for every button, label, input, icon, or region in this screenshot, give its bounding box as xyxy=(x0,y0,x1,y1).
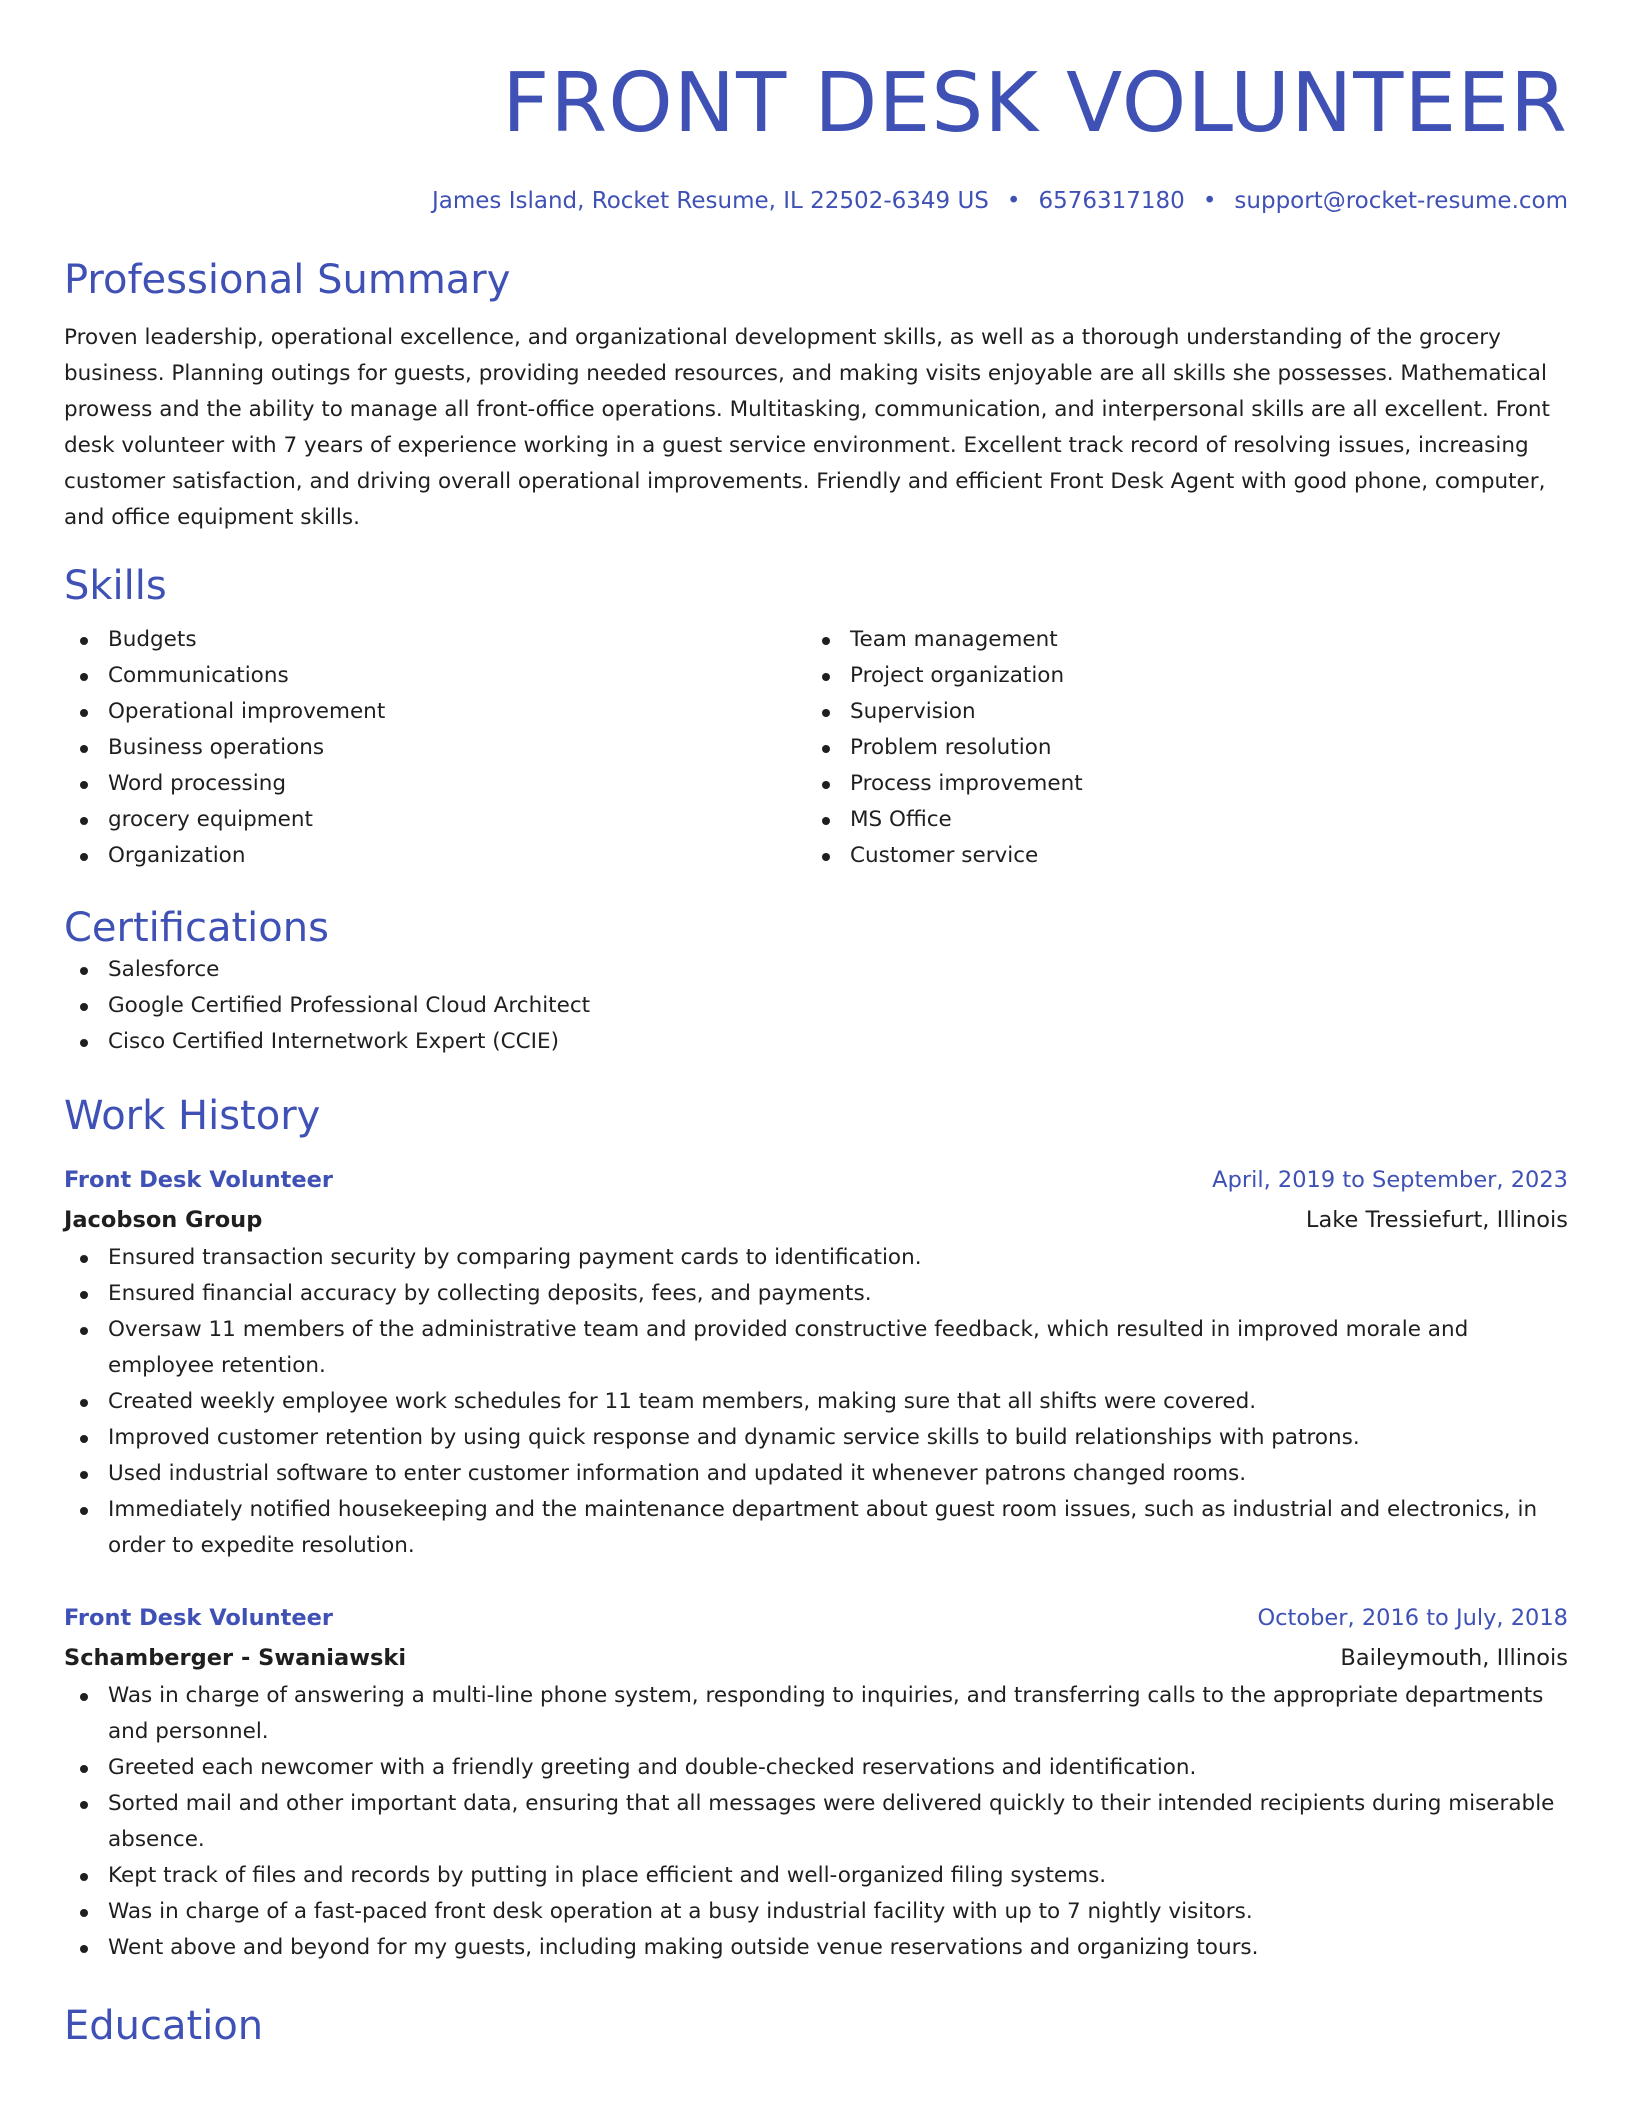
job-bullet-text: Improved customer retention by using quick response and dynamic service skills to build relationships with patrons. xyxy=(108,1425,1360,1450)
job-bullets xyxy=(64,1240,1568,1564)
skill-item-text: Organization xyxy=(108,843,246,868)
certification-item-text: Salesforce xyxy=(108,957,220,982)
job-bullet xyxy=(64,1492,1568,1564)
job-company-row xyxy=(64,1200,1568,1240)
skill-item-text: Budgets xyxy=(108,627,197,652)
bullet-dot-icon xyxy=(80,709,88,717)
bullet-dot-icon xyxy=(80,1873,88,1881)
bullet-dot-icon xyxy=(80,1399,88,1407)
job-bullet-text: Oversaw 11 members of the administrative team and provided constructive feedback, which resulted in improved morale and employee retention. xyxy=(108,1317,1469,1378)
skill-item-text: MS Office xyxy=(850,807,952,832)
job-header-row xyxy=(64,1160,1568,1200)
job-bullet xyxy=(64,1858,1568,1894)
summary-text: Proven leadership, operational excellence, and organizational development skills, as well as a thorough understanding of the grocery business. Planning outings for guests, providing needed resources, and making visits enjoyable are all skills she possesses. Mathematical prowess and the ability to manage all front-office operations. Multitasking, communication, and interpersonal skills are all excellent. Front desk volunteer with 7 years of experience working in a guest service environment. Excellent track record of resolving issues, increasing customer satisfaction, and driving overall operational improvements. Friendly and efficient Front Desk Agent with good phone, computer, and office equipment skills. xyxy=(64,325,1550,530)
job-bullet-text: Sorted mail and other important data, ensuring that all messages were delivered quickly to their intended recipients during miserable absence. xyxy=(108,1791,1555,1852)
job-bullet-text: Was in charge of answering a multi-line phone system, responding to inquiries, and transferring calls to the appropriate departments and personnel. xyxy=(108,1683,1544,1744)
bullet-dot-icon xyxy=(80,1765,88,1773)
bullet-dot-icon xyxy=(80,817,88,825)
skill-item-text: Project organization xyxy=(850,663,1065,688)
job-header-row xyxy=(64,1598,1568,1638)
skill-item xyxy=(64,838,806,874)
contact-email[interactable]: support@rocket-resume.com xyxy=(1234,188,1568,214)
bullet-dot-icon xyxy=(80,781,88,789)
job-bullet xyxy=(64,1786,1568,1858)
job-location: Lake Tressiefurt, Illinois xyxy=(1305,1207,1568,1233)
job-company: Schamberger - Swaniawski xyxy=(64,1645,407,1671)
bullet-dot-icon xyxy=(80,1291,88,1299)
job-role: Front Desk Volunteer xyxy=(64,1167,333,1193)
skills-column-left xyxy=(64,622,806,874)
work-history-heading: Work History xyxy=(64,1093,321,1139)
bullet-dot-icon xyxy=(80,967,88,975)
bullet-dot-icon xyxy=(80,1471,88,1479)
bullet-dot-icon xyxy=(80,853,88,861)
bullet-dot-icon xyxy=(822,637,830,645)
certification-item xyxy=(64,1024,1568,1060)
skill-item xyxy=(806,838,1548,874)
job-bullet xyxy=(64,1240,1568,1276)
skill-item-text: Team management xyxy=(850,627,1058,652)
job-dates: April, 2019 to September, 2023 xyxy=(1212,1167,1568,1193)
bullet-dot-icon xyxy=(80,1435,88,1443)
job-bullet xyxy=(64,1750,1568,1786)
job-bullet xyxy=(64,1312,1568,1384)
certifications-heading: Certifications xyxy=(64,905,329,951)
bullet-dot-icon xyxy=(80,1039,88,1047)
bullet-dot-icon xyxy=(80,1801,88,1809)
bullet-dot-icon xyxy=(80,745,88,753)
bullet-dot-icon xyxy=(80,1327,88,1335)
contact-line xyxy=(64,186,1568,216)
bullet-dot-icon xyxy=(80,637,88,645)
bullet-dot-icon xyxy=(80,673,88,681)
skill-item xyxy=(64,658,806,694)
bullet-dot-icon xyxy=(80,1909,88,1917)
job-entry xyxy=(64,1598,1568,1966)
skill-item-text: Process improvement xyxy=(850,771,1083,796)
skills-column-right xyxy=(806,622,1548,874)
job-bullet-text: Used industrial software to enter customer information and updated it whenever patrons changed rooms. xyxy=(108,1461,1247,1486)
job-bullet xyxy=(64,1384,1568,1420)
summary-heading: Professional Summary xyxy=(64,257,511,303)
job-bullet-text: Went above and beyond for my guests, including making outside venue reservations and organizing tours. xyxy=(108,1935,1259,1960)
skills-grid xyxy=(64,622,1568,874)
job-dates: October, 2016 to July, 2018 xyxy=(1257,1605,1568,1631)
job-company: Jacobson Group xyxy=(64,1207,263,1233)
job-bullet-text: Greeted each newcomer with a friendly greeting and double-checked reservations and identification. xyxy=(108,1755,1197,1780)
skill-item-text: Business operations xyxy=(108,735,325,760)
bullet-dot-icon xyxy=(80,1255,88,1263)
skill-item xyxy=(64,622,806,658)
skill-item xyxy=(64,730,806,766)
bullet-dot-icon xyxy=(822,817,830,825)
skill-item xyxy=(806,694,1548,730)
resume-title: FRONT DESK VOLUNTEER xyxy=(502,56,1568,151)
job-bullet-text: Ensured financial accuracy by collecting deposits, fees, and payments. xyxy=(108,1281,872,1306)
job-bullet xyxy=(64,1276,1568,1312)
skill-item-text: Communications xyxy=(108,663,289,688)
skill-item-text: Customer service xyxy=(850,843,1039,868)
certification-item xyxy=(64,952,1568,988)
skill-item xyxy=(806,658,1548,694)
skill-item xyxy=(806,802,1548,838)
certification-item xyxy=(64,988,1568,1024)
contact-separator: • xyxy=(1202,188,1217,214)
skill-item-text: Operational improvement xyxy=(108,699,386,724)
job-entry xyxy=(64,1160,1568,1564)
skill-item xyxy=(64,802,806,838)
skill-item-text: Word processing xyxy=(108,771,286,796)
skill-item xyxy=(806,622,1548,658)
certification-item-text: Google Certified Professional Cloud Architect xyxy=(108,993,591,1018)
skills-list-left xyxy=(64,622,806,874)
bullet-dot-icon xyxy=(80,1693,88,1701)
job-bullet-text: Immediately notified housekeeping and the maintenance department about guest room issues, such as industrial and electronics, in order to expedite resolution. xyxy=(108,1497,1538,1558)
contact-phone: 6576317180 xyxy=(1038,188,1185,214)
bullet-dot-icon xyxy=(822,673,830,681)
contact-separator: • xyxy=(1006,188,1021,214)
skill-item xyxy=(64,766,806,802)
skill-item xyxy=(806,730,1548,766)
job-bullet xyxy=(64,1894,1568,1930)
job-bullet xyxy=(64,1420,1568,1456)
education-heading: Education xyxy=(64,2003,264,2049)
job-bullet xyxy=(64,1456,1568,1492)
certifications-list xyxy=(64,952,1568,1060)
bullet-dot-icon xyxy=(822,709,830,717)
skill-item xyxy=(64,694,806,730)
bullet-dot-icon xyxy=(80,1507,88,1515)
job-bullet xyxy=(64,1930,1568,1966)
job-bullet-text: Created weekly employee work schedules for 11 team members, making sure that all shifts were covered. xyxy=(108,1389,1257,1414)
bullet-dot-icon xyxy=(822,853,830,861)
skills-list-right xyxy=(806,622,1548,874)
job-bullets xyxy=(64,1678,1568,1966)
job-bullet-text: Ensured transaction security by comparing payment cards to identification. xyxy=(108,1245,922,1270)
bullet-dot-icon xyxy=(80,1003,88,1011)
skill-item-text: Problem resolution xyxy=(850,735,1052,760)
job-bullet xyxy=(64,1678,1568,1750)
job-location: Baileymouth, Illinois xyxy=(1340,1645,1568,1671)
job-role: Front Desk Volunteer xyxy=(64,1605,333,1631)
certification-item-text: Cisco Certified Internetwork Expert (CCIE) xyxy=(108,1029,559,1054)
skill-item-text: Supervision xyxy=(850,699,976,724)
job-bullet-text: Was in charge of a fast-paced front desk operation at a busy industrial facility with up to 7 nightly visitors. xyxy=(108,1899,1253,1924)
skill-item xyxy=(806,766,1548,802)
bullet-dot-icon xyxy=(822,745,830,753)
job-company-row xyxy=(64,1638,1568,1678)
job-bullet-text: Kept track of files and records by putting in place efficient and well-organized filing systems. xyxy=(108,1863,1107,1888)
contact-address: James Island, Rocket Resume, IL 22502-6349 US xyxy=(431,188,989,214)
bullet-dot-icon xyxy=(80,1945,88,1953)
skills-heading: Skills xyxy=(64,563,167,609)
bullet-dot-icon xyxy=(822,781,830,789)
skill-item-text: grocery equipment xyxy=(108,807,313,832)
